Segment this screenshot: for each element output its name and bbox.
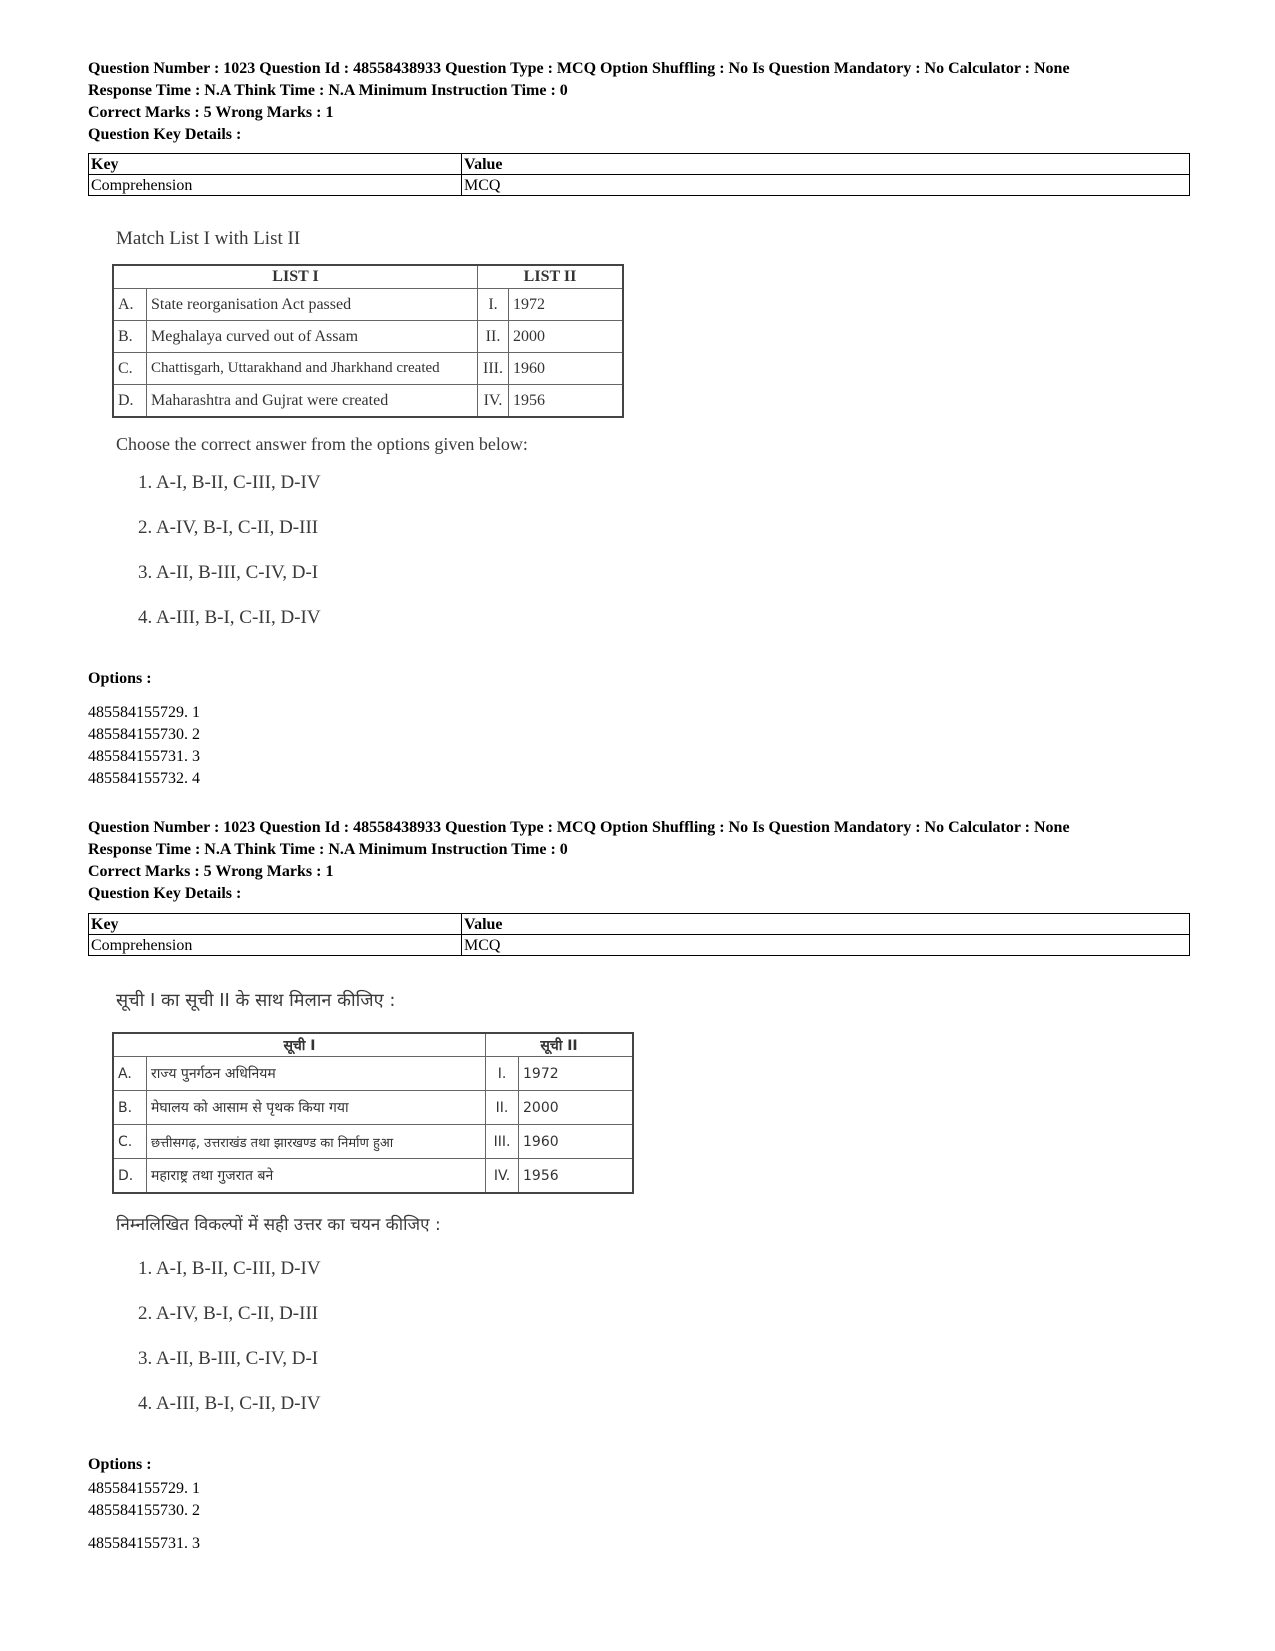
answer-choice: 2. A-IV, B-I, C-II, D-III [138,1303,319,1324]
key-header: Key [89,154,462,175]
option-id: 485584155729. 1 [88,1480,200,1497]
value-header: Value [462,914,1190,935]
row-numeral: II. [486,1091,519,1125]
question-meta-line: Question Number : 1023 Question Id : 48558438933 Question Type : MCQ Option Shuffling : No Is Question Mandatory : No Calculator : None [88,819,1070,836]
key-details-table [88,913,1190,956]
key-details-table [88,153,1190,196]
question-meta-line: Question Number : 1023 Question Id : 48558438933 Question Type : MCQ Option Shuffling : No Is Question Mandatory : No Calculator : None [88,60,1070,77]
row-letter: D. [113,1159,147,1194]
list-1-item: राज्य पुनर्गठन अधिनियम [147,1057,486,1091]
list-2-item: 1960 [519,1125,634,1159]
option-id: 485584155730. 2 [88,726,200,743]
answer-choice: 3. A-II, B-III, C-IV, D-I [138,562,319,583]
options-label: Options : [88,1456,152,1473]
table-row [113,289,623,321]
row-letter: C. [113,1125,147,1159]
question-intro: Match List I with List II [116,228,301,249]
option-id: 485584155729. 1 [88,704,200,721]
row-numeral: III. [478,353,509,385]
answer-choice: 1. A-I, B-II, C-III, D-IV [138,1258,321,1279]
list-1-item: छत्तीसगढ़, उत्तराखंड तथा झारखण्ड का निर्माण हुआ [147,1125,486,1159]
list-2-item: 2000 [519,1091,634,1125]
option-id: 485584155730. 2 [88,1502,200,1519]
list-2-header: सूची II [486,1033,634,1057]
answer-choice: 1. A-I, B-II, C-III, D-IV [138,472,321,493]
choose-instruction: निम्नलिखित विकल्पों में सही उत्तर का चयन कीजिए : [116,1215,441,1235]
option-id: 485584155732. 4 [88,770,200,787]
row-letter: C. [113,353,147,385]
table-row [113,1159,633,1194]
table-row [113,1091,633,1125]
row-numeral: I. [486,1057,519,1091]
table-row [113,385,623,418]
question-image-english [112,228,624,640]
option-id: 485584155731. 3 [88,1535,200,1552]
options-label: Options : [88,670,152,687]
answer-choice: 3. A-II, B-III, C-IV, D-I [138,1348,319,1369]
question-meta-line: Question Key Details : [88,885,242,902]
table-row [113,1125,633,1159]
list-1-item: Meghalaya curved out of Assam [147,321,478,353]
list-2-header: LIST II [478,265,624,289]
key-cell: Comprehension [89,175,462,196]
list-2-item: 1956 [509,385,624,418]
key-header: Key [89,914,462,935]
question-meta-block-1 [88,58,1070,146]
list-1-item: महाराष्ट्र तथा गुजरात बने [147,1159,486,1194]
row-letter: B. [113,321,147,353]
table-row [113,1057,633,1091]
list-1-item: Maharashtra and Gujrat were created [147,385,478,418]
list-1-header: LIST I [113,265,478,289]
list-2-item: 1960 [509,353,624,385]
list-1-item: Chattisgarh, Uttarakhand and Jharkhand created [147,353,478,385]
list-1-item: मेघालय को आसाम से पृथक किया गया [147,1091,486,1125]
answer-choice: 2. A-IV, B-I, C-II, D-III [138,517,319,538]
value-header: Value [462,154,1190,175]
question-meta-line: Correct Marks : 5 Wrong Marks : 1 [88,863,334,880]
value-cell: MCQ [462,175,1190,196]
question-meta-line: Response Time : N.A Think Time : N.A Minimum Instruction Time : 0 [88,82,568,99]
row-letter: B. [113,1091,147,1125]
row-numeral: IV. [486,1159,519,1194]
table-row [113,353,623,385]
row-numeral: I. [478,289,509,321]
question-meta-line: Response Time : N.A Think Time : N.A Minimum Instruction Time : 0 [88,841,568,858]
list-1-item: State reorganisation Act passed [147,289,478,321]
question-meta-line: Question Key Details : [88,126,242,143]
question-intro: सूची I का सूची II के साथ मिलान कीजिए : [116,990,396,1011]
match-list-table [112,264,624,418]
question-image-hindi [112,988,634,1426]
value-cell: MCQ [462,935,1190,956]
question-meta-block-2 [88,817,1070,905]
row-letter: A. [113,1057,147,1091]
list-2-item: 1972 [519,1057,634,1091]
row-numeral: III. [486,1125,519,1159]
list-2-item: 1972 [509,289,624,321]
row-numeral: II. [478,321,509,353]
match-list-table [112,1032,634,1194]
option-id: 485584155731. 3 [88,748,200,765]
answer-choice: 4. A-III, B-I, C-II, D-IV [138,607,321,628]
list-2-item: 1956 [519,1159,634,1194]
row-numeral: IV. [478,385,509,418]
list-1-header: सूची I [113,1033,486,1057]
choose-instruction: Choose the correct answer from the options given below: [116,434,528,454]
list-2-item: 2000 [509,321,624,353]
question-meta-line: Correct Marks : 5 Wrong Marks : 1 [88,104,334,121]
table-row [113,321,623,353]
key-cell: Comprehension [89,935,462,956]
row-letter: A. [113,289,147,321]
row-letter: D. [113,385,147,418]
answer-choice: 4. A-III, B-I, C-II, D-IV [138,1393,321,1414]
